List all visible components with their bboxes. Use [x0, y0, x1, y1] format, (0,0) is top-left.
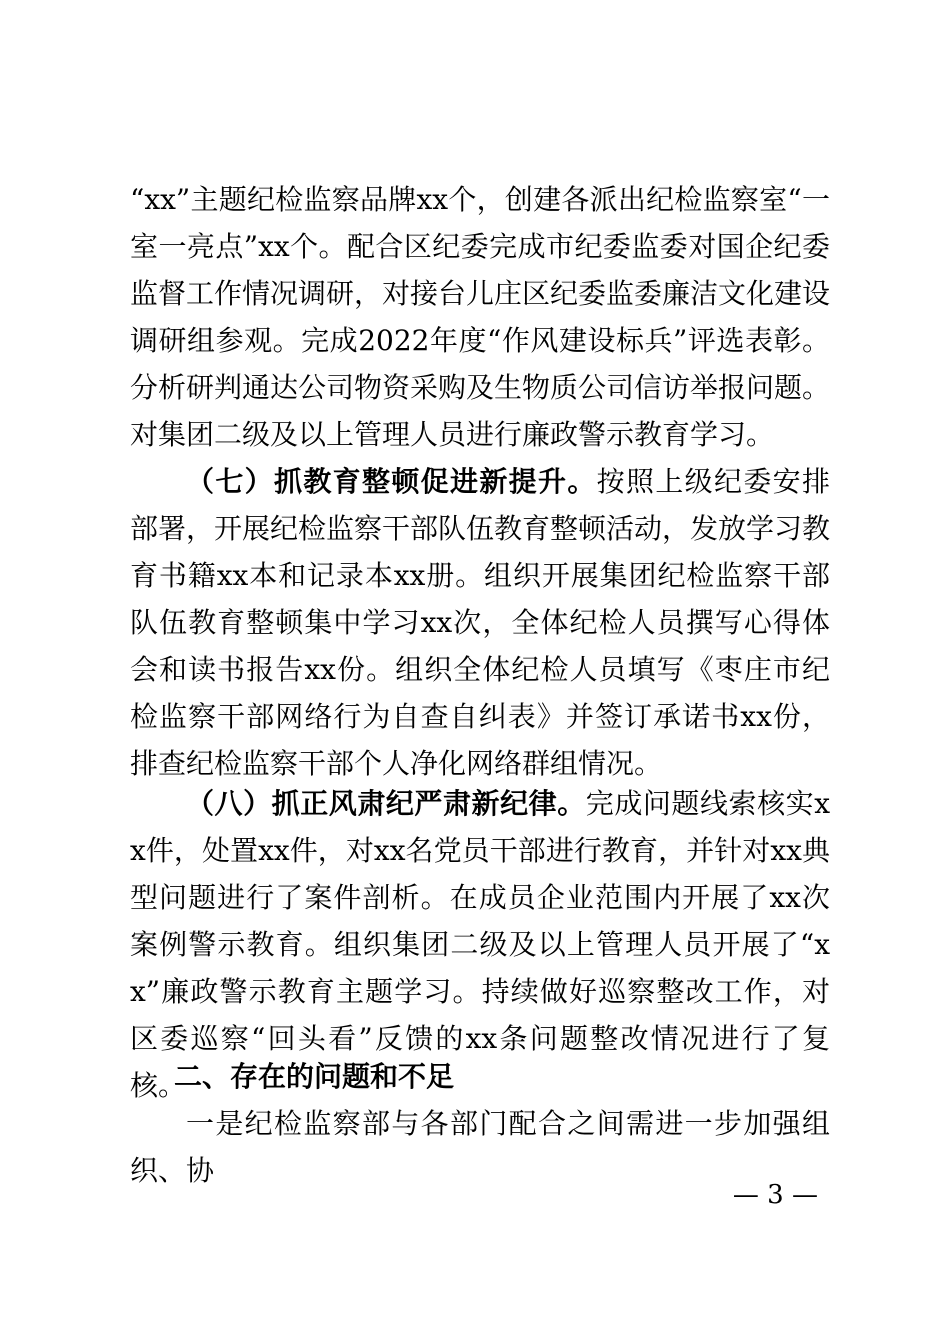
- paragraph-section-7: [130, 458, 830, 787]
- section-7-body: 按照上级纪委安排部署，开展纪检监察干部队伍教育整顿活动，发放学习教育书籍xx本和记录本xx册。组织开展集团纪检监察干部队伍教育整顿集中学习xx次，全体纪检人员撰写心得体会和读书报告xx份。组织全体纪检人员填写《枣庄市纪检监察干部网络行为自查自纠表》并签订承诺书xx份，排查纪检监察干部个人净化网络群组情况。: [130, 465, 831, 780]
- section-7-heading: （七）抓教育整顿促进新提升。: [186, 465, 597, 498]
- section-heading-problems: 二、存在的问题和不足: [174, 1060, 455, 1093]
- section-8-body: 完成问题线索核实xx件，处置xx件，对xx名党员干部进行教育，并针对xx典型问题进行了案件剖析。在成员企业范围内开展了xx次案例警示教育。组织集团二级及以上管理人员开展了“xx”廉政警示教育主题学习。持续做好巡察整改工作，对区委巡察“回头看”反馈的xx条问题整改情况进行了复核。: [130, 787, 830, 1102]
- paragraph-problem-one: [130, 1100, 830, 1194]
- paragraph-text: “xx”主题纪检监察品牌xx个，创建各派出纪检监察室“一室一亮点”xx个。配合区纪委完成市纪委监委对国企纪委监督工作情况调研，对接台儿庄区纪委监委廉洁文化建设调研组参观。完成2022年度“作风建设标兵”评选表彰。分析研判通达公司物资采购及生物质公司信访举报问题。对集团二级及以上管理人员进行廉政警示教育学习。: [130, 183, 831, 451]
- page-number: — 3 —: [732, 1180, 818, 1210]
- paragraph-text: 一是纪检监察部与各部门配合之间需进一步加强组织、协: [130, 1107, 830, 1187]
- paragraph-brand-building: [130, 176, 830, 458]
- section-8-heading: （八）抓正风肃纪严肃新纪律。: [186, 787, 586, 820]
